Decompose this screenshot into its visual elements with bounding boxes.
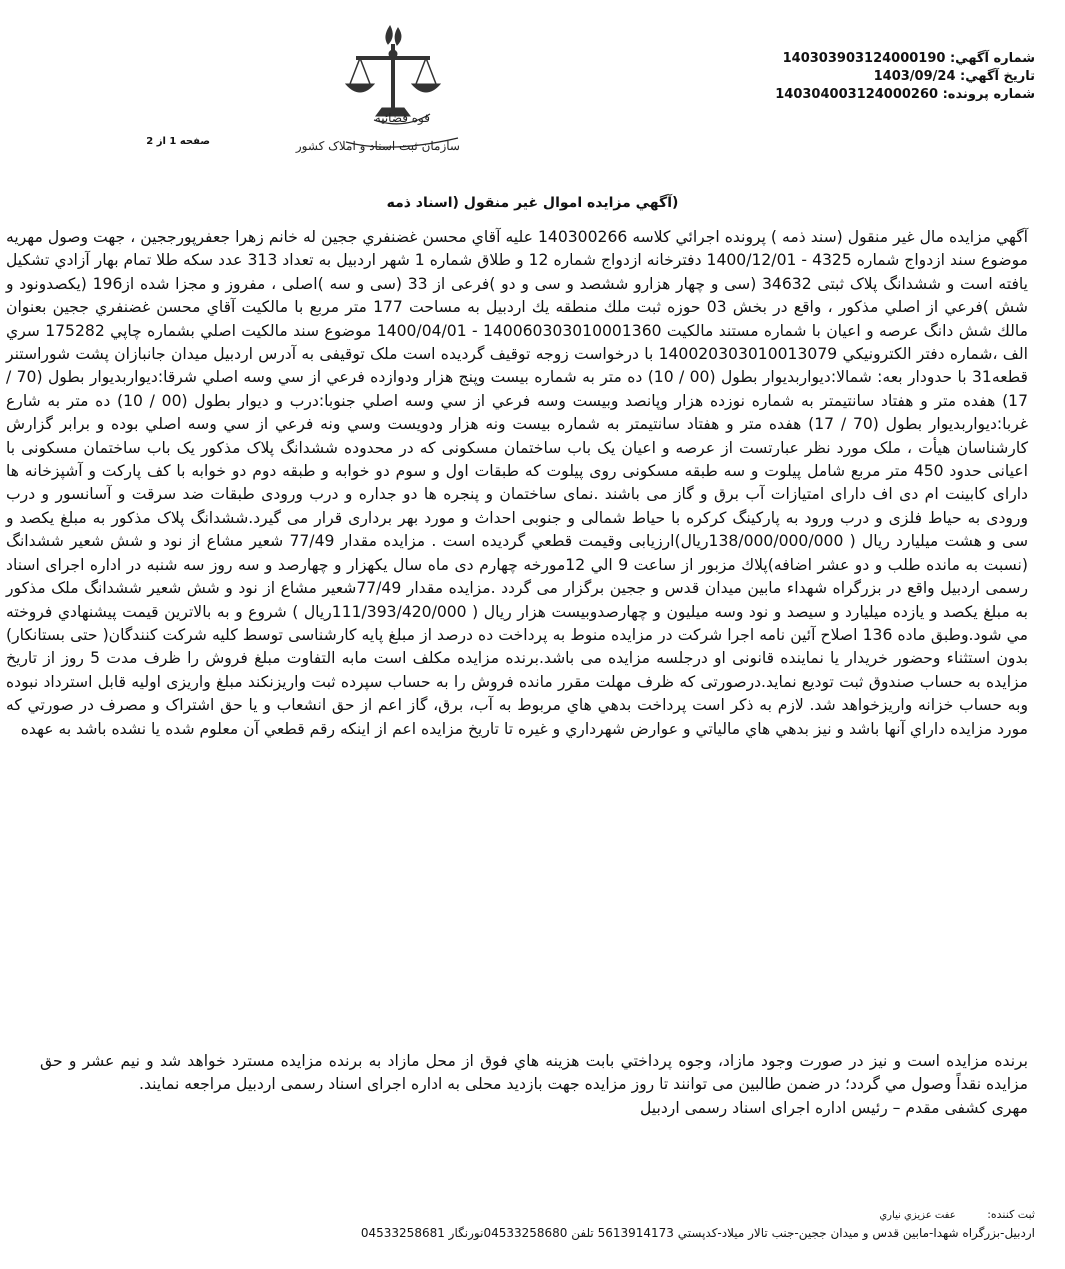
page-number: صفحه 1 از 2 [146,136,210,147]
logo-line-1: قوه قضائیه [374,111,430,125]
registrant-row [879,1208,1035,1221]
logo-line-2: سازمان ثبت اسناد و املاک کشور [295,139,460,153]
ad-number-label: شماره آگهي: [949,51,1035,66]
judiciary-logo [295,18,468,158]
registrant-name: عفت عزيزي نياري [879,1210,956,1221]
ad-date: 1403/09/24 [873,69,956,84]
ad-date-label: تاريخ آگهي: [960,69,1035,84]
signature: مهری كشفی مقدم – رئيس اداره اجرای اسناد رسمی اردبيل [639,1098,1028,1117]
case-number-label: شماره پرونده: [942,87,1035,102]
registrant-label: ثبت كننده: [987,1208,1035,1221]
ad-date-row [775,68,1035,86]
ad-number-row [775,50,1035,68]
announcement-body: آگهي مزايده مال غير منقول (سند ذمه ) پرونده اجرائي كلاسه 140300266 عليه آقاي محسن غضنفري ججين له خانم زهرا جعفرپورججين ، جهت وصول مهريه موضوع سند ازدواج شماره 4325 - 1400/12/01 دفترخانه ازدواج شماره 12 و طلاق شماره 1 شهر اردبيل به تعداد 313 عدد سكه طلا تمام بهار آزادي تشكيل يافته است و ششدانگ پلاک ثبتی 34632 (سی و چهار هزارو ششصد و سی و دو )فرعی از 33 (سی و سه )اصلی ، مفروز و مجزا شده از196 (يكصدونود و شش )فرعي از اصلي مذكور ، واقع در بخش 03 حوزه ثبت ملك منطقه يك اردبيل به مساحت 177 متر مربع با مالكيت آقاي محسن غضنفري ججين بعنوان مالك شش دانگ عرصه و اعيان با شماره مستند مالكيت 14006030301000136‌0 - 1400/04/01 موضوع سند مالكيت اصلي بشماره چاپي 175282 سري الف ،شماره دفتر الكترونيكي 140020303010013079 با درخواست زوجه توقيف گرديده است ملک توقيفی به آدرس اردبيل ميدان جانبازان پشت شوراستنر قطعه31 با حدودار بعه: شمالا:ديواربديوار بطول (00 / 10) ده متر به شماره بيست وپنج هزار ودوازده فرعي از سي وسه اصلي شرقا:ديواربديوار بطول (70 / 17) هفده متر و هفتاد سانتيمتر به شماره نوزده هزار وپانصد وبيست وسه فرعي از سي وسه اصلي جنوبا:درب و ديوار بطول (00 / 10) ده متر به شارع غربا:ديواربديوار بطول (70 / 17) هفده متر و هفتاد سانتيمتر به شماره بيست ونه هزار ودويست وسي ونه فرعي از سي وسه اصلي بوده و برابر گزارش كارشناسان هيأت ، ملک مورد نظر عبارتست از عرصه و اعيان يک باب ساختمان مسكونی كه در محدوده ششدانگ پلاک مذكور يک باب ساختمان مسكونی با اعيانی حدود 450 متر مربع شامل پيلوت و سه طبقه مسكونی روی پيلوت كه طبقات اول و سوم دو خوابه و طبقه دوم دو خوابه با كف پاركت و آشپزخانه ها دارای كابينت ام دی اف دارای امتيازات آب برق و گاز می باشند .نمای ساختمان و پنجره ها دو جداره و درب ورودی طبقات ضد سرقت و آسانسور و درب ورودی به حياط فلزی و درب ورود به پاركينگ كركره با حياط شمالی و جنوبی احداث و مورد بهر برداری قرار می گيرد.ششدانگ پلاک مذكور به مبلغ يكصد و سی و هشت ميليارد ريال ( 138/000/000/000ريال)ارزيابی وقيمت قطعي گرديده است . مزايده مقدار 77/49 شعير مشاع از نود و شش شعير ششدانگ (نسبت به مانده طلب و دو عشر اضافه)پلاك مزبور از ساعت 9 الي 12مورخه چهارم دی ماه سال يكهزار و چهارصد و سه روز سه شنبه در اداره اجرای اسناد رسمی اردبيل واقع در بزرگراه شهداء مابين ميدان قدس و ججين برگزار می گردد .مزايده مقدار 77/49شعير مشاع از نود و شش شعير ششدانگ ملک مذكور به مبلغ يكصد و يازده ميليارد و سيصد و نود وسه ميليون و چهارصدوبيست هزار ريال ( 111/393/420/000ريال ) شروع و به بالاترين قيمت پيشنهادي فروخته مي شود.وطبق ماده 136 اصلاح آئين نامه اجرا شركت در مزايده منوط به پرداخت ده درصد از مبلغ پايه كارشناسی توسط كليه شركت كنندگان( حتی بستانكار) بدون استثناء وحضور خريدار يا نماينده قانونی او درجلسه مزايده می باشد.برنده مزايده مكلف است مابه التفاوت مبلغ فروش را ظرف مدت 5 روز از تاريخ مزايده به حساب صندوق ثبت توديع نمايد.درصورتی كه ظرف مهلت مقرر مانده فروش را به حساب سپرده ثبت واريزنكند مبلغ واريزی اوليه قابل استرداد نبوده وبه حساب خزانه واريزخواهد شد. لازم به ذكر است پرداخت بدهي هاي مربوط به آب، برق، گاز اعم از حق انشعاب و يا حق اشتراک و مصرف در صورتي كه مورد مزايده داراي آنها باشد و نيز بدهي هاي مالياتي و عوارض شهرداري و غيره تا تاريخ مزايده اعم از اينكه رقم قطعي آن معلوم شده يا نشده باشد به عهده [6,228,1029,738]
scales-of-justice-emblem-icon [346,26,440,116]
ad-metadata [775,50,1035,104]
office-address: اردبيل-بزرگراه شهدا-مابين قدس و ميدان ججين-جنب تالار ميلاد-كدپستي 5613914173 تلفن 04533258680نورنگار 04533258681 [360,1226,1035,1240]
case-number-row [775,86,1035,104]
closing-block [40,1050,1028,1120]
ad-headline: (آگهي مزايده اموال غير منقول (اسناد ذمه [386,195,679,211]
closing-paragraph: برنده مزايده است و نيز در صورت وجود مازاد، وجوه پرداختي بابت هزينه هاي فوق از محل مازاد به برنده مزايده مسترد خواهد شد و نيم عشر و حق مزايده نقداً وصول مي گردد؛ در ضمن طالبين می توانند تا روز مزايده جهت بازديد محلی به اداره اجرای اسناد رسمی اردبيل مراجعه نمايند. [40,1052,1028,1094]
ad-number: 140303903124000190 [782,51,946,66]
case-number: 140304003124000260 [775,87,939,102]
